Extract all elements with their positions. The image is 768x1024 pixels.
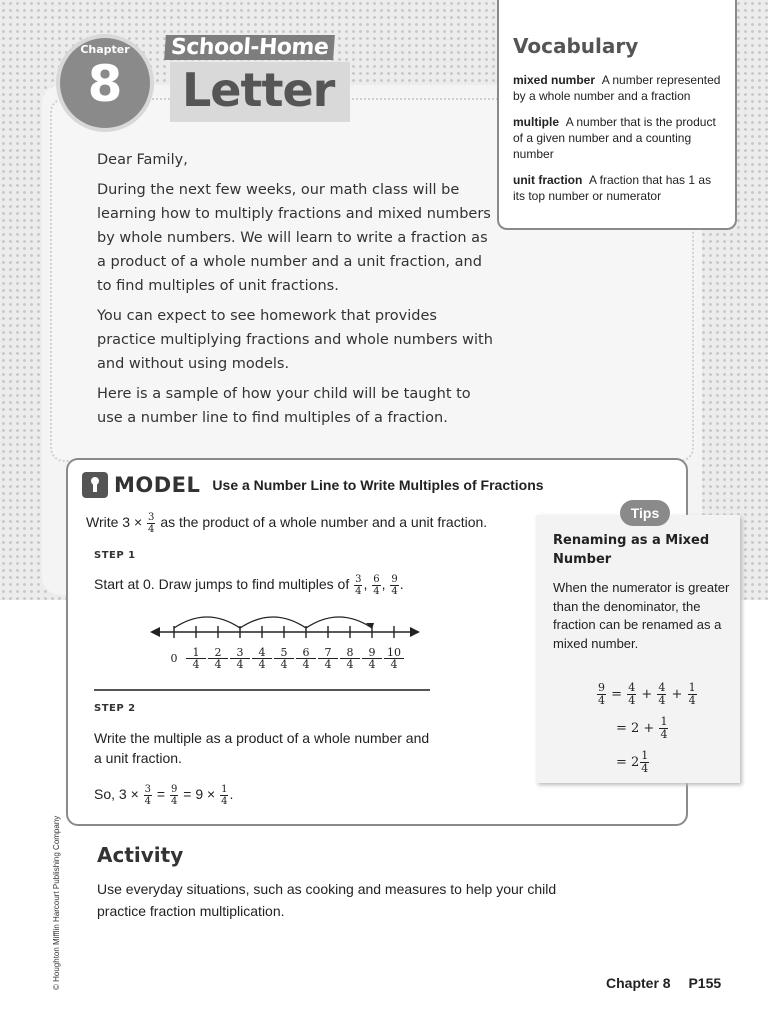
step-divider — [94, 689, 430, 691]
tips-box — [536, 505, 740, 783]
jump-arc — [174, 617, 240, 628]
title-letter: Letter — [170, 62, 350, 122]
title-school-home: School-Home — [164, 35, 335, 60]
letter-greeting: Dear Family, — [97, 152, 188, 168]
page-footer — [606, 975, 721, 991]
chapter-label: Chapter — [80, 43, 130, 56]
step2-text: Write the multiple as a product of a whole number and a unit fraction. — [94, 730, 430, 766]
vocabulary-heading: Vocabulary — [513, 34, 639, 58]
model-header — [82, 472, 544, 498]
step1-text: Start at 0. Draw jumps to find multiples of $\frac{3}{4}$ , $\frac{6}{4}$ , $\frac{9}{4}$ . — [94, 574, 404, 597]
model-subtitle: Use a Number Line to Write Multiples of Fractions — [212, 477, 544, 493]
math-row: $\frac{9}{4}$ = $\frac{4}{4}$ + $\frac{4}{4}$ + $\frac{1}{4}$ — [598, 680, 696, 707]
jump-arc — [306, 617, 372, 628]
tick-label: 8 4 — [340, 647, 360, 670]
vocab-definition: A number that is the product of a given number and a counting number — [513, 115, 716, 161]
copyright-notice: © Houghton Mifflin Harcourt Publishing Company — [52, 815, 61, 990]
arrowhead — [366, 623, 374, 629]
step1-label: STEP 1 — [94, 550, 136, 561]
letter-body — [97, 148, 497, 436]
vocab-term: multiple — [513, 115, 560, 129]
tips-badge: Tips — [620, 500, 670, 526]
vocab-term: unit fraction — [513, 173, 583, 187]
vocab-definition: A fraction that has 1 as its top number or numerator — [513, 173, 712, 203]
step2-result: So, 3 × $\frac{3}{4}$ = $\frac{9}{4}$ = 9 × $\frac{1}{4}$ . — [94, 784, 234, 807]
tips-body: When the numerator is greater than the denominator, the fraction can be renamed as a mixed number. — [553, 580, 730, 651]
tick-label: 4 4 — [252, 647, 272, 670]
vocabulary-box — [497, 0, 737, 230]
tick-label: 5 4 — [274, 647, 294, 670]
vocab-item — [513, 172, 721, 204]
chapter-badge — [60, 38, 150, 128]
activity-text: Use everyday situations, such as cooking and measures to help your child practice fraction multiplication. — [97, 881, 557, 919]
math-row: = 2 $\frac{1}{4}$ — [616, 748, 649, 775]
chapter-number: 8 — [87, 55, 123, 113]
vocab-definition: A number represented by a whole number and a fraction — [513, 73, 721, 103]
activity-heading: Activity — [97, 843, 184, 867]
step2-label: STEP 2 — [94, 703, 136, 714]
model-label: MODEL — [114, 473, 201, 497]
vocab-item — [513, 114, 721, 162]
tick-label: 1 4 — [186, 647, 206, 670]
footer-chapter: Chapter 8 — [606, 975, 671, 991]
keyhole-icon — [82, 472, 108, 498]
math-row: = 2 + $\frac{1}{4}$ — [616, 714, 668, 741]
tick-label-zero: 0 — [170, 652, 178, 665]
tick-label: 2 4 — [208, 647, 228, 670]
tick-label: 6 4 — [296, 647, 316, 670]
tips-title: Renaming as a Mixed Number — [553, 533, 710, 567]
jump-arc — [240, 617, 306, 628]
letter-paragraph: During the next few weeks, our math class will be learning how to multiply fractions and mixed numbers by whole numbers. We will learn to write a fraction as a product of a whole number and a unit fraction, and to find multiples of unit fractions. — [97, 182, 491, 294]
fraction: $\frac{3}{4}$ — [148, 512, 155, 535]
vocab-term: mixed number — [513, 73, 596, 87]
tick-label: 10 4 — [384, 647, 404, 670]
footer-page-number: P155 — [688, 975, 722, 991]
number-line — [150, 598, 420, 642]
model-instruction: Write 3 × $\frac{3}{4}$ as the product of a whole number and a unit fraction. — [86, 512, 488, 535]
letter-paragraph: Here is a sample of how your child will be taught to use a number line to find multiples of a fraction. — [97, 386, 471, 426]
tick-label: 7 4 — [318, 647, 338, 670]
tick-label: 9 4 — [362, 647, 382, 670]
tips-math — [596, 677, 698, 779]
vocab-item — [513, 72, 721, 104]
letter-paragraph: You can expect to see homework that provides practice multiplying fractions and whole numbers with and without using models. — [97, 308, 493, 372]
tick-label: 3 4 — [230, 647, 250, 670]
